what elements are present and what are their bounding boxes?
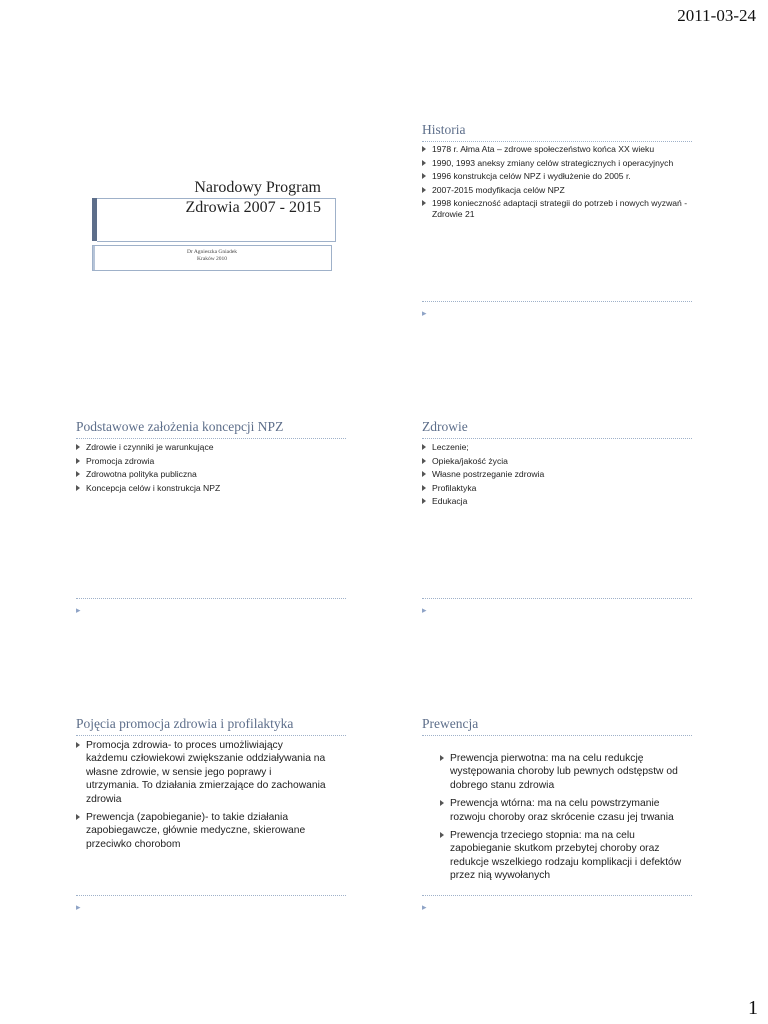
bullet-arrow-icon bbox=[440, 800, 444, 806]
bullet-arrow-icon bbox=[422, 160, 426, 166]
slide-title-zdrowie: Zdrowie bbox=[422, 419, 468, 434]
bullet-arrow-icon bbox=[76, 444, 80, 450]
title-divider bbox=[76, 735, 346, 736]
list-item: 1998 konieczność adaptacji strategii do potrzeb i nowych wyzwań - Zdrowie 21 bbox=[422, 198, 692, 219]
slide-historia bbox=[422, 110, 692, 318]
bullet-arrow-icon bbox=[440, 755, 444, 761]
slide-zalozenia bbox=[76, 407, 346, 615]
list-item: 1996 konstrukcja celów NPZ i wydłużenie do 2005 r. bbox=[422, 171, 692, 182]
corner-arrow-icon: ▸ bbox=[76, 605, 81, 615]
subtitle bbox=[92, 249, 332, 263]
bullet-list bbox=[440, 752, 692, 888]
list-item: Edukacja bbox=[422, 496, 692, 507]
footer-divider bbox=[76, 598, 346, 599]
list-item: Leczenie; bbox=[422, 442, 692, 453]
list-item: Prewencja pierwotna: ma na celu redukcję występowania choroby lub pewnych odstępstw od dobrego stanu zdrowia bbox=[440, 752, 692, 792]
list-item: Prewencja wtórna: ma na celu powstrzymanie rozwoju choroby oraz skrócenie czasu jej trwania bbox=[440, 797, 692, 824]
title-divider bbox=[76, 438, 346, 439]
bullet-list bbox=[422, 442, 692, 510]
list-item: 2007-2015 modyfikacja celów NPZ bbox=[422, 185, 692, 196]
bullet-arrow-icon bbox=[422, 471, 426, 477]
title-divider bbox=[422, 438, 692, 439]
list-item: Opieka/jakość życia bbox=[422, 456, 692, 467]
page-number: 1 bbox=[748, 997, 758, 1019]
corner-arrow-icon: ▸ bbox=[422, 308, 427, 318]
list-item: Profilaktyka bbox=[422, 483, 692, 494]
list-item: Prewencja (zapobieganie)- to takie działania zapobiegawcze, głównie medyczne, skierowane przeciwko chorobom bbox=[76, 811, 326, 851]
footer-divider bbox=[76, 895, 346, 896]
bullet-arrow-icon bbox=[422, 498, 426, 504]
slide-prewencja bbox=[422, 704, 692, 912]
footer-divider bbox=[422, 598, 692, 599]
title-line-2: Zdrowia 2007 - 2015 bbox=[185, 199, 321, 216]
slide-title-pojecia: Pojęcia promocja zdrowia i profilaktyka bbox=[76, 716, 294, 731]
author: Dr Agnieszka Gniadek bbox=[186, 249, 238, 255]
presentation-title bbox=[101, 178, 321, 218]
title-block bbox=[92, 178, 346, 222]
bullet-arrow-icon bbox=[422, 485, 426, 491]
corner-arrow-icon: ▸ bbox=[76, 902, 81, 912]
slide-title-zalozenia: Podstawowe założenia koncepcji NPZ bbox=[76, 419, 284, 434]
title-line-1: Narodowy Program bbox=[194, 179, 321, 196]
bullet-arrow-icon bbox=[76, 458, 80, 464]
slide-title-historia: Historia bbox=[422, 122, 466, 137]
list-item: 1978 r. Ałma Ata – zdrowe społeczeństwo końca XX wieku bbox=[422, 144, 692, 155]
list-item: Promocja zdrowia bbox=[76, 456, 346, 467]
list-item: Zdrowie i czynniki je warunkujące bbox=[76, 442, 346, 453]
slide-title-prewencja: Prewencja bbox=[422, 716, 479, 731]
bullet-arrow-icon bbox=[76, 742, 80, 748]
footer-divider bbox=[422, 301, 692, 302]
corner-arrow-icon: ▸ bbox=[422, 902, 427, 912]
bullet-list bbox=[76, 442, 346, 496]
bullet-arrow-icon bbox=[422, 173, 426, 179]
slide-zdrowie bbox=[422, 407, 692, 615]
list-item: Koncepcja celów i konstrukcja NPZ bbox=[76, 483, 346, 494]
bullet-arrow-icon bbox=[76, 485, 80, 491]
footer-divider bbox=[422, 895, 692, 896]
bullet-arrow-icon bbox=[440, 832, 444, 838]
title-divider bbox=[422, 735, 692, 736]
list-item: Prewencja trzeciego stopnia: ma na celu zapobieganie skutkom przebytej choroby oraz redukcje wszelkiego rodzaju komplikacji i defektów przez nią wywołanych bbox=[440, 829, 692, 883]
list-item: 1990, 1993 aneksy zmiany celów strategicznych i operacyjnych bbox=[422, 158, 692, 169]
bullet-arrow-icon bbox=[422, 200, 426, 206]
place-year: Kraków 2010 bbox=[196, 256, 228, 262]
slide-title bbox=[76, 114, 346, 316]
list-item: Promocja zdrowia- to proces umożliwiający każdemu człowiekowi zwiększanie oddziaływania na własne zdrowie, w sensie jego poprawy i utrzymania. To działania zmierzające do zachowania zdrowia bbox=[76, 739, 326, 806]
page-date: 2011-03-24 bbox=[677, 6, 756, 25]
corner-arrow-icon: ▸ bbox=[422, 605, 427, 615]
bullet-arrow-icon bbox=[76, 814, 80, 820]
bullet-arrow-icon bbox=[422, 146, 426, 152]
bullet-arrow-icon bbox=[422, 458, 426, 464]
bullet-list bbox=[422, 144, 692, 223]
bullet-arrow-icon bbox=[422, 187, 426, 193]
list-item: Zdrowotna polityka publiczna bbox=[76, 469, 346, 480]
slide-pojecia bbox=[76, 704, 346, 912]
bullet-arrow-icon bbox=[422, 444, 426, 450]
bullet-list bbox=[76, 739, 326, 856]
title-divider bbox=[422, 141, 692, 142]
list-item: Własne postrzeganie zdrowia bbox=[422, 469, 692, 480]
bullet-arrow-icon bbox=[76, 471, 80, 477]
